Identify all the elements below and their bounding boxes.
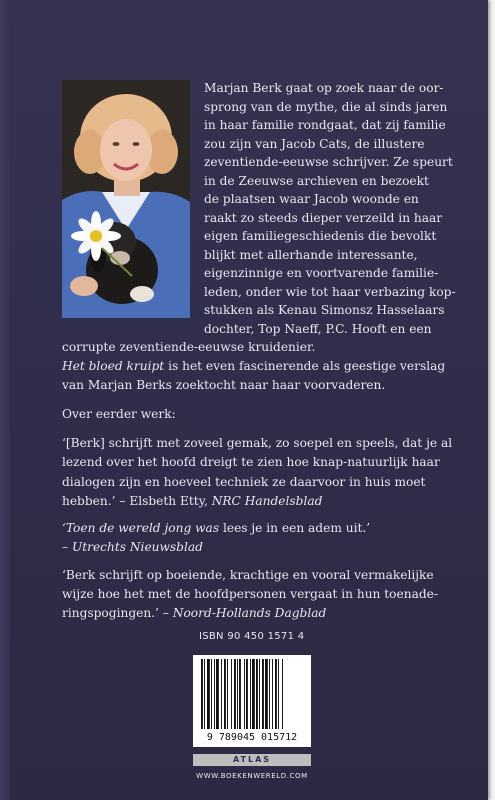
- publisher-website: WWW.BOEKENWERELD.COM: [196, 772, 308, 780]
- blurb-line: zou zijn van Jacob Cats, de illustere: [204, 136, 425, 151]
- barcode-digits: 9 789045 015712: [206, 732, 298, 743]
- quote-utrechts: ‘Toen de wereld jong was lees je in een adem uit.’: [62, 521, 371, 535]
- blurb-line: dochter, Top Naeff, P.C. Hooft en een: [204, 321, 432, 336]
- blurb-full-line: corrupte zeventiende-eeuwse kruidenier.: [62, 340, 316, 354]
- blurb-line: stukken als Kenau Simonsz Hasselaars: [204, 303, 445, 317]
- blurb-line: eigen familiegeschiedenis die bevolkt: [204, 229, 437, 243]
- quote-etty-end: hebben.’ – Elsbeth Etty, NRC Handelsblad: [62, 494, 323, 508]
- blurb-line: sprong van de mythe, die al sinds jaren: [204, 99, 448, 114]
- publisher-logo: ATLAS: [193, 754, 311, 766]
- quote-etty-line: dialogen zijn en hoeveel techniek ze daarvoor in huis moet: [62, 474, 426, 489]
- blurb-line: Marjan Berk gaat op zoek naar de oor-: [204, 81, 444, 95]
- barcode-bars: [193, 655, 311, 731]
- quote-noord-hollands-line: ‘Berk schrijft op boeiende, krachtige en vooral vermakelijke: [62, 568, 434, 582]
- author-photo: [62, 80, 190, 318]
- blurb-line: in de Zeeuwse archieven en bezoekt: [204, 173, 429, 188]
- blurb-line: leden, onder wie tot haar verbazing kop-: [204, 284, 456, 299]
- barcode: [193, 655, 311, 747]
- blurb-title-line: Het bloed kruipt is het even fascinerende als geestige verslag: [62, 359, 446, 373]
- quote-noord-hollands-end: ringspogingen.’ – Noord-Hollands Dagblad: [62, 606, 327, 620]
- book-title: Het bloed kruipt: [62, 359, 165, 373]
- blurb-line: raakt zo steeds dieper verzeild in haar: [204, 210, 443, 225]
- quote-noord-hollands-line: wijze hoe het met de hoofdpersonen vergaat in hun toenade-: [62, 587, 438, 602]
- quote-etty-line: ‘[Berk] schrijft met zoveel gemak, zo soepel en speels, dat je al: [62, 436, 453, 450]
- author-photo-illustration: [62, 80, 190, 318]
- blurb-line: in haar familie rondgaat, dat zij familie: [204, 118, 446, 132]
- cover-edge: [0, 0, 10, 800]
- isbn-number: ISBN 90 450 1571 4: [199, 631, 305, 642]
- blurb-last-line: van Marjan Berks zoektocht naar haar voorvaderen.: [62, 378, 386, 392]
- blurb-line: de plaatsen waar Jacob woonde en: [204, 192, 419, 206]
- section-heading-over-eerder-werk: Over eerder werk:: [62, 407, 176, 421]
- quote-utrechts-source: – Utrechts Nieuwsblad: [62, 540, 203, 554]
- quote-etty-line: lezend over het hoofd dreigt te zien hoe knap-natuurlijk haar: [62, 455, 440, 470]
- blurb-line: eigenzinnige en voortvarende familie-: [204, 266, 439, 280]
- blurb-line: zeventiende-eeuwse schrijver. Ze speurt: [204, 155, 453, 169]
- blurb-line: blijkt met allerhande interessante,: [204, 247, 418, 262]
